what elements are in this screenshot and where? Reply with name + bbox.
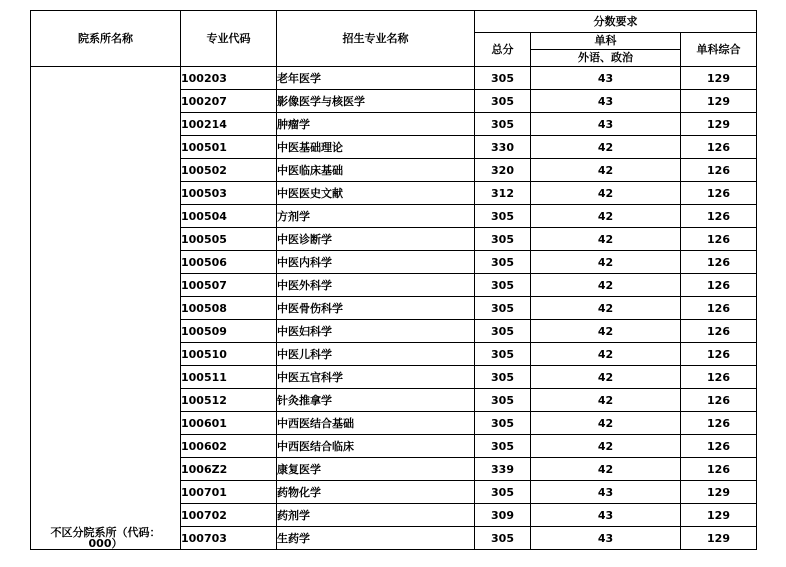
- major-name-cell: 中医骨伤科学: [277, 297, 475, 320]
- major-code-cell: 100508: [181, 297, 277, 320]
- single-score-cell: 42: [531, 435, 681, 458]
- total-score-cell: 305: [475, 527, 531, 550]
- header-row-1: [31, 11, 757, 33]
- major-code-cell: 100505: [181, 228, 277, 251]
- combined-score-cell: 126: [681, 159, 757, 182]
- total-score-cell: 309: [475, 504, 531, 527]
- table-row: [31, 67, 757, 90]
- header-single-bottom: 外语、政治: [578, 51, 633, 64]
- combined-score-cell: 129: [681, 90, 757, 113]
- total-score-cell: 330: [475, 136, 531, 159]
- combined-score-cell: 126: [681, 389, 757, 412]
- total-score-cell: 305: [475, 343, 531, 366]
- single-score-cell: 43: [531, 504, 681, 527]
- major-name-cell: 中医儿科学: [277, 343, 475, 366]
- single-score-cell: 42: [531, 343, 681, 366]
- total-score-cell: 305: [475, 90, 531, 113]
- combined-score-cell: 126: [681, 251, 757, 274]
- major-code-cell: 100703: [181, 527, 277, 550]
- major-name-cell: 中医外科学: [277, 274, 475, 297]
- single-score-cell: 42: [531, 320, 681, 343]
- combined-score-cell: 126: [681, 412, 757, 435]
- department-cell: [31, 67, 181, 550]
- combined-score-cell: 126: [681, 458, 757, 481]
- combined-score-cell: 129: [681, 504, 757, 527]
- major-name-cell: 方剂学: [277, 205, 475, 228]
- major-code-cell: 100509: [181, 320, 277, 343]
- major-name-cell: 中医临床基础: [277, 159, 475, 182]
- total-score-cell: 305: [475, 366, 531, 389]
- major-name-cell: 中医内科学: [277, 251, 475, 274]
- single-score-cell: 42: [531, 458, 681, 481]
- header-single-top: 单科: [531, 33, 680, 50]
- single-score-cell: 42: [531, 159, 681, 182]
- major-code-cell: 100214: [181, 113, 277, 136]
- major-code-cell: 100701: [181, 481, 277, 504]
- major-code-cell: 100506: [181, 251, 277, 274]
- total-score-cell: 305: [475, 113, 531, 136]
- total-score-cell: 305: [475, 67, 531, 90]
- major-code-cell: 100203: [181, 67, 277, 90]
- major-code-cell: 100602: [181, 435, 277, 458]
- major-code-cell: 100510: [181, 343, 277, 366]
- combined-score-cell: 129: [681, 67, 757, 90]
- combined-score-cell: 126: [681, 297, 757, 320]
- total-score-cell: 305: [475, 205, 531, 228]
- major-code-cell: 1006Z2: [181, 458, 277, 481]
- major-name-cell: 中西医结合基础: [277, 412, 475, 435]
- major-code-cell: 100502: [181, 159, 277, 182]
- major-name-cell: 中医妇科学: [277, 320, 475, 343]
- total-score-cell: 305: [475, 320, 531, 343]
- department-line-1: 不区分院系所（代码：: [50, 526, 161, 539]
- header-score-group: 分数要求: [475, 11, 757, 33]
- combined-score-cell: 129: [681, 527, 757, 550]
- combined-score-cell: 126: [681, 228, 757, 251]
- combined-score-cell: 126: [681, 182, 757, 205]
- combined-score-cell: 126: [681, 136, 757, 159]
- major-code-cell: 100503: [181, 182, 277, 205]
- combined-score-cell: 126: [681, 320, 757, 343]
- combined-score-cell: 126: [681, 343, 757, 366]
- total-score-cell: 305: [475, 274, 531, 297]
- total-score-cell: 312: [475, 182, 531, 205]
- table-body: [31, 67, 757, 550]
- major-code-cell: 100501: [181, 136, 277, 159]
- total-score-cell: 339: [475, 458, 531, 481]
- header-code: 专业代码: [181, 11, 277, 67]
- header-single: [531, 33, 681, 67]
- major-code-cell: 100511: [181, 366, 277, 389]
- single-score-cell: 42: [531, 251, 681, 274]
- major-code-cell: 100601: [181, 412, 277, 435]
- major-name-cell: 药物化学: [277, 481, 475, 504]
- major-name-cell: 中西医结合临床: [277, 435, 475, 458]
- major-name-cell: 影像医学与核医学: [277, 90, 475, 113]
- combined-score-cell: 129: [681, 481, 757, 504]
- single-score-cell: 42: [531, 389, 681, 412]
- total-score-cell: 305: [475, 228, 531, 251]
- major-code-cell: 100702: [181, 504, 277, 527]
- score-requirements-table: [30, 10, 757, 550]
- major-code-cell: 100512: [181, 389, 277, 412]
- single-score-cell: 42: [531, 297, 681, 320]
- combined-score-cell: 126: [681, 274, 757, 297]
- total-score-cell: 305: [475, 297, 531, 320]
- major-name-cell: 中医基础理论: [277, 136, 475, 159]
- combined-score-cell: 126: [681, 205, 757, 228]
- major-name-cell: 康复医学: [277, 458, 475, 481]
- single-score-cell: 42: [531, 412, 681, 435]
- combined-score-cell: 129: [681, 113, 757, 136]
- single-score-cell: 42: [531, 366, 681, 389]
- combined-score-cell: 126: [681, 435, 757, 458]
- total-score-cell: 305: [475, 389, 531, 412]
- combined-score-cell: 126: [681, 366, 757, 389]
- single-score-cell: 43: [531, 481, 681, 504]
- single-score-cell: 42: [531, 274, 681, 297]
- major-name-cell: 中医五官科学: [277, 366, 475, 389]
- major-name-cell: 针灸推拿学: [277, 389, 475, 412]
- major-name-cell: 老年医学: [277, 67, 475, 90]
- single-score-cell: 43: [531, 113, 681, 136]
- major-name-cell: 肿瘤学: [277, 113, 475, 136]
- header-major: 招生专业名称: [277, 11, 475, 67]
- major-code-cell: 100507: [181, 274, 277, 297]
- single-score-cell: 43: [531, 90, 681, 113]
- major-code-cell: 100504: [181, 205, 277, 228]
- department-line-2: 000）: [88, 537, 123, 550]
- single-score-cell: 42: [531, 136, 681, 159]
- single-score-cell: 43: [531, 527, 681, 550]
- major-code-cell: 100207: [181, 90, 277, 113]
- major-name-cell: 生药学: [277, 527, 475, 550]
- header-dept: 院系所名称: [31, 11, 181, 67]
- major-name-cell: 中医医史文献: [277, 182, 475, 205]
- single-score-cell: 42: [531, 182, 681, 205]
- single-score-cell: 43: [531, 67, 681, 90]
- total-score-cell: 320: [475, 159, 531, 182]
- total-score-cell: 305: [475, 481, 531, 504]
- total-score-cell: 305: [475, 251, 531, 274]
- header-single-combined: 单科综合: [681, 33, 757, 67]
- major-name-cell: 中医诊断学: [277, 228, 475, 251]
- total-score-cell: 305: [475, 435, 531, 458]
- single-score-cell: 42: [531, 205, 681, 228]
- header-total: 总分: [475, 33, 531, 67]
- single-score-cell: 42: [531, 228, 681, 251]
- total-score-cell: 305: [475, 412, 531, 435]
- major-name-cell: 药剂学: [277, 504, 475, 527]
